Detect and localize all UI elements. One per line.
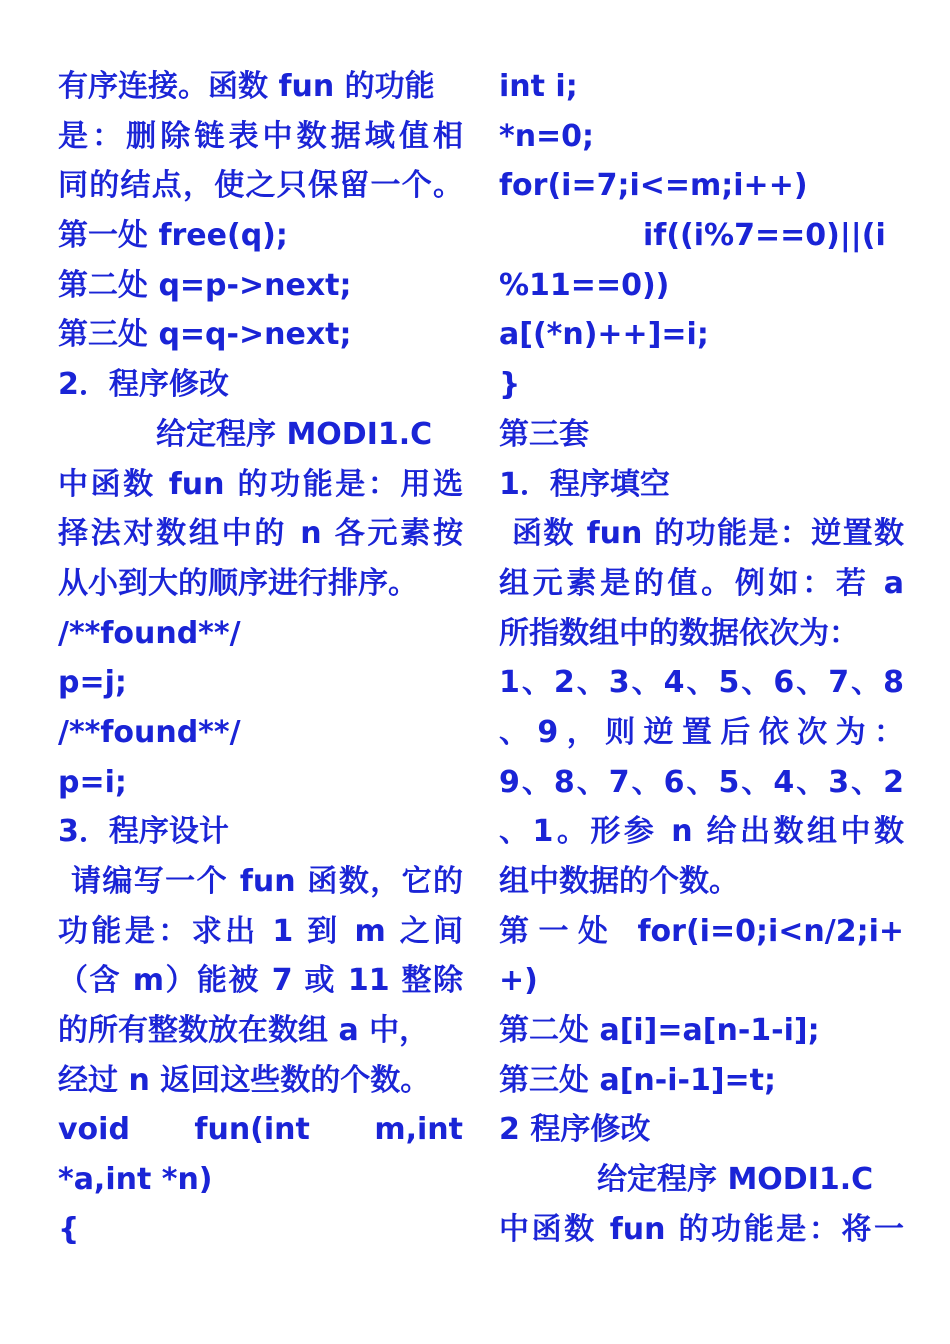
- right-column: [499, 62, 904, 1255]
- code-line: void fun(int m,int: [58, 1112, 463, 1148]
- text-line: 给定程序 MODI1.C: [597, 1162, 874, 1198]
- text-line: 有序连接。函数 fun 的功能: [58, 69, 435, 104]
- text-line: 中函数 fun 的功能是：将一: [499, 1211, 904, 1247]
- code-line: /**found**/: [58, 615, 241, 651]
- code-line: int i;: [499, 69, 578, 104]
- text-line: 功能是：求出 1 到 m 之间: [58, 913, 463, 949]
- section-heading: 2．程序修改: [58, 367, 229, 403]
- text-line: 第二处 a[i]=a[n-1-i];: [499, 1013, 820, 1049]
- code-line: for(i=7;i<=m;i++): [499, 168, 808, 204]
- text-line: 第三处 q=q->next;: [58, 317, 352, 353]
- code-line: %11==0)): [499, 267, 670, 303]
- text-line: 中函数 fun 的功能是：用选: [58, 466, 463, 502]
- text-line: 择法对数组中的 n 各元素按: [58, 516, 463, 552]
- text-line: 组中数据的个数。: [499, 864, 739, 899]
- left-column: [58, 62, 463, 1255]
- text-line: 同的结点，使之只保留一个。: [58, 168, 463, 204]
- text-line: 所指数组中的数据依次为：: [499, 615, 859, 651]
- text-line: （含 m）能被 7 或 11 整除: [58, 963, 463, 999]
- text-line: 、1。形参 n 给出数组中数: [499, 814, 904, 850]
- code-line: }: [499, 367, 521, 403]
- code-line: {: [58, 1211, 80, 1247]
- section-heading: 2 程序修改: [499, 1112, 651, 1148]
- code-line: *a,int *n): [58, 1162, 213, 1198]
- text-line: 1、2、3、4、5、6、7、8: [499, 665, 904, 701]
- section-heading: 1．程序填空: [499, 466, 670, 502]
- code-line: p=j;: [58, 665, 127, 701]
- text-line: 第一处 free(q);: [58, 218, 288, 254]
- text-line: 第二处 q=p->next;: [58, 267, 352, 303]
- text-line: 9、8、7、6、5、4、3、2: [499, 764, 904, 800]
- text-line: +): [499, 963, 538, 999]
- code-line: /**found**/: [58, 714, 241, 750]
- text-line: 的所有整数放在数组 a 中，: [58, 1013, 430, 1049]
- text-line: 经过 n 返回这些数的个数。: [58, 1062, 431, 1098]
- text-line: 第一处 for(i=0;i<n/2;i+: [499, 913, 904, 949]
- text-line: 是：删除链表中数据域值相: [58, 118, 463, 154]
- text-line: 组元素是的值。例如：若 a: [499, 565, 904, 601]
- text-line: 给定程序 MODI1.C: [156, 416, 433, 452]
- text-line: 第三处 a[n-i-1]=t;: [499, 1062, 777, 1098]
- text-line: 请编写一个 fun 函数，它的: [71, 864, 463, 899]
- text-line: 、9，则逆置后依次为：: [499, 714, 904, 750]
- section-heading: 3．程序设计: [58, 814, 229, 850]
- code-line: a[(*n)++]=i;: [499, 317, 709, 353]
- text-line: 从小到大的顺序进行排序。: [58, 565, 418, 601]
- code-line: if((i%7==0)||(i: [643, 218, 886, 254]
- section-title: 第三套: [499, 416, 589, 452]
- code-line: *n=0;: [499, 118, 595, 154]
- code-line: p=i;: [58, 764, 127, 800]
- text-line: 函数 fun 的功能是：逆置数: [512, 516, 904, 552]
